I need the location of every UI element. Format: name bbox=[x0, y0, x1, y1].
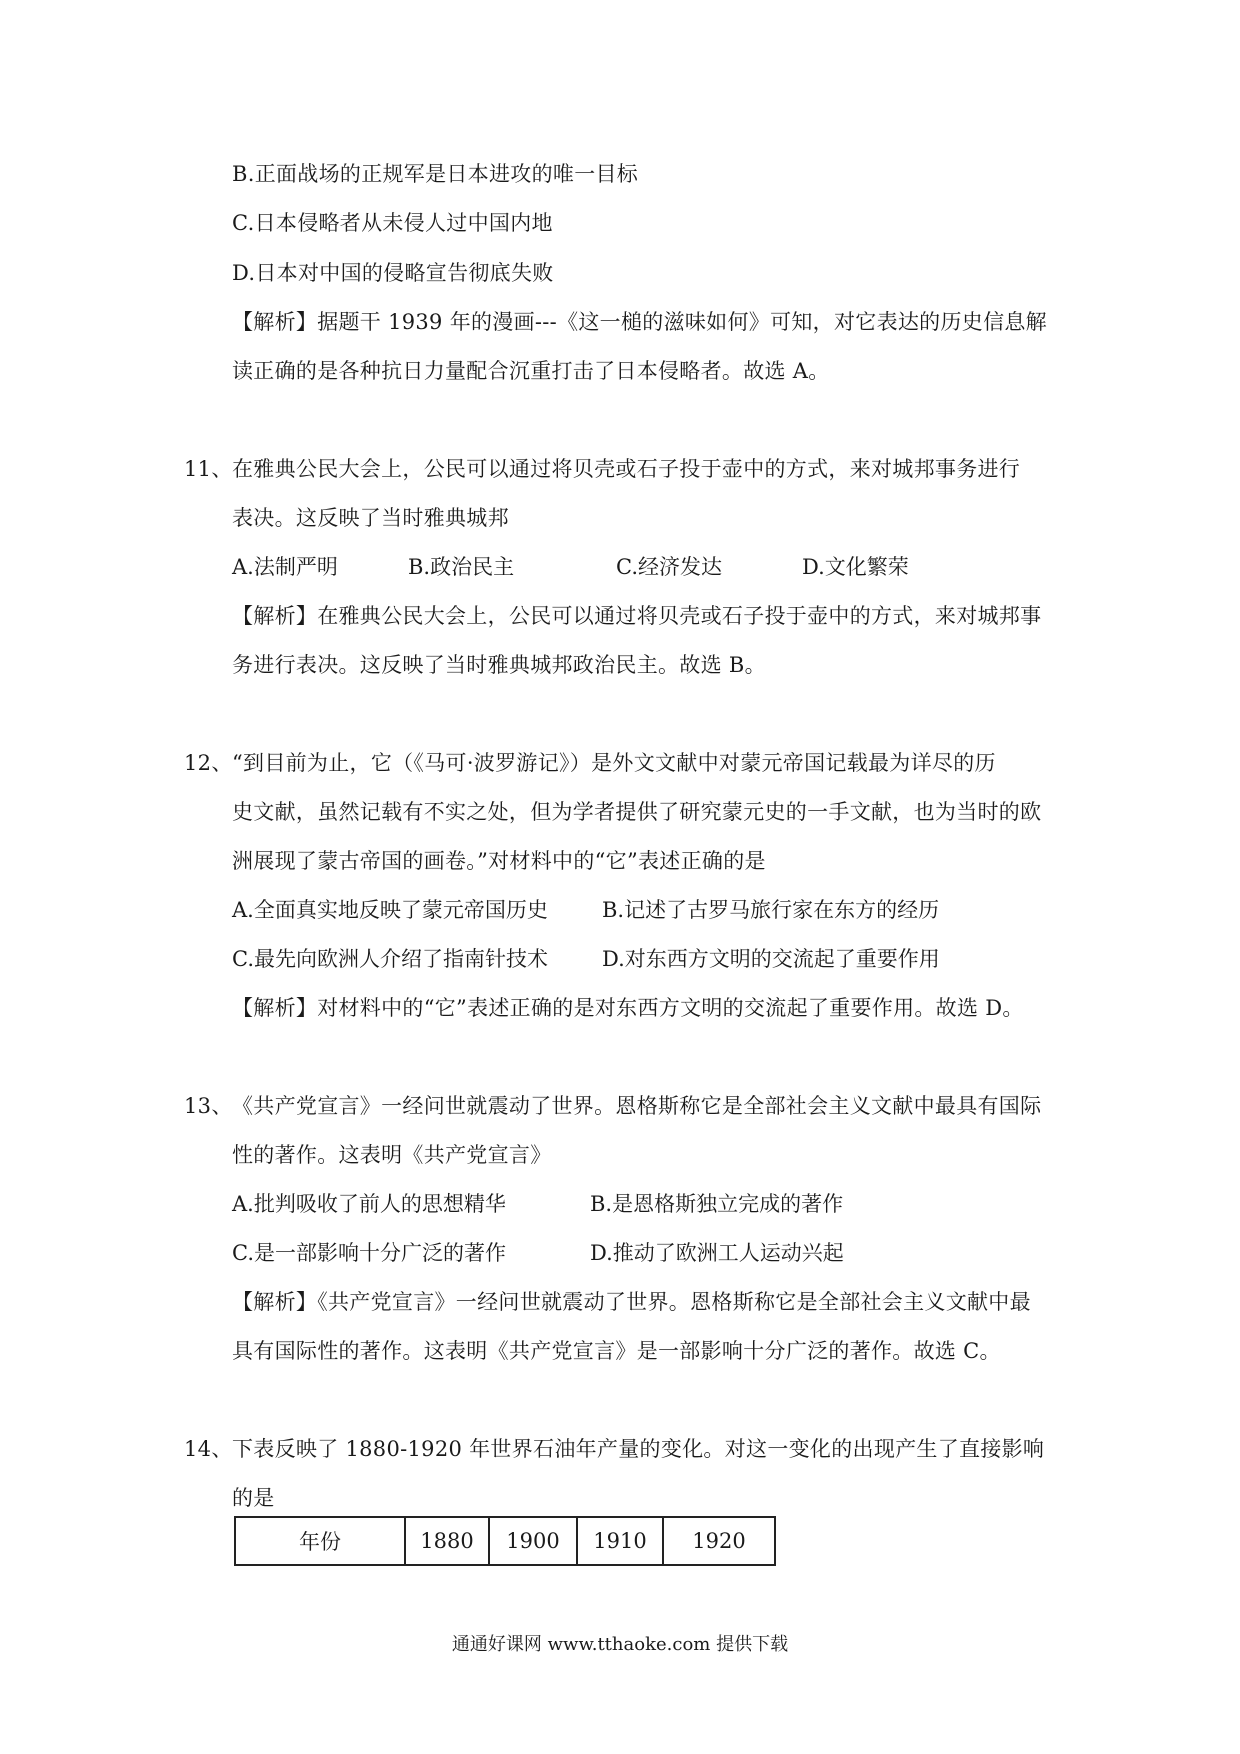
q13-analysis-line-1: 【解析】《共产党宣言》一经问世就震动了世界。恩格斯称它是全部社会主义文献中最 bbox=[232, 1290, 1031, 1314]
table-year-cell: 1920 bbox=[663, 1517, 775, 1565]
q10-analysis-line-1: 【解析】据题干 1939 年的漫画---《这一槌的滋味如何》可知，对它表达的历史信息解 bbox=[232, 310, 1047, 334]
q10-option-c: C.日本侵略者从未侵人过中国内地 bbox=[232, 211, 553, 235]
q12-option-d: D.对东西方文明的交流起了重要作用 bbox=[602, 947, 940, 971]
table-year-cell: 1900 bbox=[489, 1517, 577, 1565]
q13-stem-line-1: 《共产党宣言》一经问世就震动了世界。恩格斯称它是全部社会主义文献中最具有国际 bbox=[232, 1094, 1042, 1118]
q12-option-c: C.最先向欧洲人介绍了指南针技术 bbox=[232, 947, 548, 971]
q10-option-b: B.正面战场的正规军是日本进攻的唯一目标 bbox=[232, 162, 639, 186]
q13-option-a: A.批判吸收了前人的思想精华 bbox=[232, 1192, 506, 1216]
table-header-cell: 年份 bbox=[235, 1517, 405, 1565]
q11-option-a: A.法制严明 bbox=[232, 555, 338, 579]
page-footer: 通通好课网 www.tthaoke.com 提供下载 bbox=[451, 1634, 789, 1655]
q10-option-d: D.日本对中国的侵略宣告彻底失败 bbox=[232, 261, 554, 285]
q11-analysis-line-1: 【解析】在雅典公民大会上，公民可以通过将贝壳或石子投于壶中的方式，来对城邦事 bbox=[232, 604, 1042, 628]
q14-stem-line-2: 的是 bbox=[232, 1486, 275, 1510]
q11-option-b: B.政治民主 bbox=[408, 555, 515, 579]
q11-option-c: C.经济发达 bbox=[616, 555, 722, 579]
q12-option-b: B.记述了古罗马旅行家在东方的经历 bbox=[602, 898, 940, 922]
q13-option-c: C.是一部影响十分广泛的著作 bbox=[232, 1241, 506, 1265]
q13-option-b: B.是恩格斯独立完成的著作 bbox=[590, 1192, 844, 1216]
q12-stem-line-2: 史文献，虽然记载有不实之处，但为学者提供了研究蒙元史的一手文献，也为当时的欧 bbox=[232, 800, 1042, 824]
table-row bbox=[235, 1517, 775, 1565]
table-year-cell: 1880 bbox=[405, 1517, 489, 1565]
q13-analysis-line-2: 具有国际性的著作。这表明《共产党宣言》是一部影响十分广泛的著作。故选 C。 bbox=[232, 1339, 1001, 1363]
q12-analysis-line-1: 【解析】对材料中的“它”表述正确的是对东西方文明的交流起了重要作用。故选 D。 bbox=[232, 996, 1024, 1020]
q13-option-d: D.推动了欧洲工人运动兴起 bbox=[590, 1241, 844, 1265]
q11-option-d: D.文化繁荣 bbox=[802, 555, 909, 579]
q14-number: 14、 bbox=[184, 1437, 233, 1461]
q12-number: 12、 bbox=[184, 751, 233, 775]
q11-stem-line-2: 表决。这反映了当时雅典城邦 bbox=[232, 506, 509, 530]
q10-analysis-line-2: 读正确的是各种抗日力量配合沉重打击了日本侵略者。故选 A。 bbox=[232, 359, 830, 383]
q11-number: 11、 bbox=[184, 457, 233, 481]
oil-production-table bbox=[234, 1516, 776, 1566]
q12-stem-line-1: “到目前为止，它（《马可·波罗游记》）是外文文献中对蒙元帝国记载最为详尽的历 bbox=[232, 751, 996, 775]
q13-number: 13、 bbox=[184, 1094, 233, 1118]
q12-option-a: A.全面真实地反映了蒙元帝国历史 bbox=[232, 898, 548, 922]
q14-stem-line-1: 下表反映了 1880-1920 年世界石油年产量的变化。对这一变化的出现产生了直接影响 bbox=[232, 1437, 1045, 1461]
q13-stem-line-2: 性的著作。这表明《共产党宣言》 bbox=[232, 1143, 552, 1167]
q12-stem-line-3: 洲展现了蒙古帝国的画卷。”对材料中的“它”表述正确的是 bbox=[232, 849, 766, 873]
q11-stem-line-1: 在雅典公民大会上，公民可以通过将贝壳或石子投于壶中的方式，来对城邦事务进行 bbox=[232, 457, 1021, 481]
table-year-cell: 1910 bbox=[577, 1517, 663, 1565]
q11-analysis-line-2: 务进行表决。这反映了当时雅典城邦政治民主。故选 B。 bbox=[232, 653, 766, 677]
